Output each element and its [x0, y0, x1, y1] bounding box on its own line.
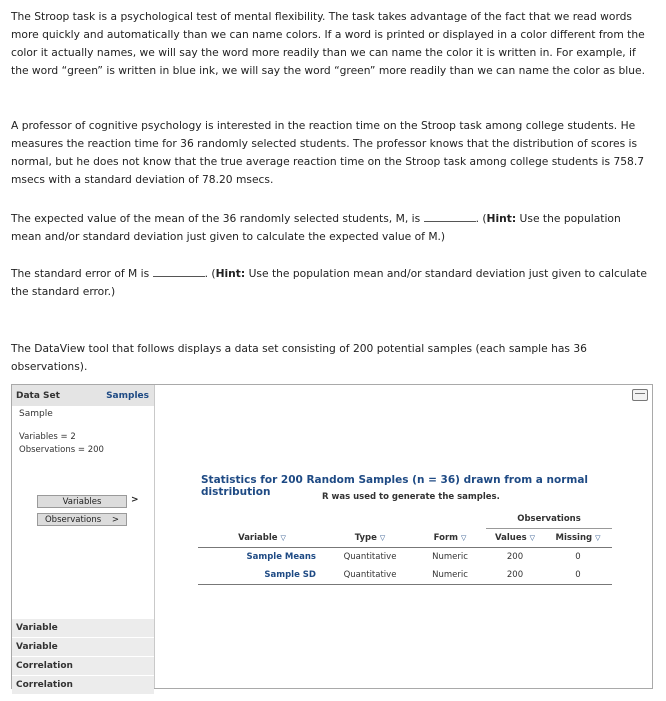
column-header-missing[interactable]: [544, 529, 612, 548]
column-type-label: Type: [354, 532, 377, 543]
observations-button[interactable]: [37, 513, 127, 526]
question-expected-value: [11, 210, 653, 246]
column-values-label: Values: [495, 533, 527, 543]
question-standard-error: [11, 265, 653, 301]
sort-missing-icon: ▽: [595, 534, 601, 542]
column-form-label: Form: [433, 532, 458, 543]
column-header-values[interactable]: [486, 529, 544, 548]
q1-punct: . (: [475, 212, 487, 225]
sidebar-list: [12, 618, 154, 694]
intro-paragraph-1: The Stroop task is a psychological test of mental flexibility. The task takes advantage of the fact that we read words more quickly and automatically than we can name colors. If a word is printed or displayed in a color different from the color it actually names, we will say the word more readily than we can name the color it is written in. For example, if the word “green” is written in blue ink, we will say the word “green” more readily than we can name the color as blue.: [11, 10, 646, 77]
variables-button[interactable]: Variables: [37, 495, 127, 508]
sidebar-item-correlation-2[interactable]: Correlation: [12, 675, 154, 694]
observations-button-label: Observations: [44, 515, 102, 525]
data-set-label: Data Set: [16, 390, 60, 401]
row-type: Quantitative: [343, 552, 397, 562]
q2-punct: . (: [204, 267, 216, 280]
row-form: Numeric: [414, 566, 486, 585]
row-type: Quantitative: [326, 566, 414, 585]
sort-type-icon: ▽: [379, 533, 386, 542]
sidebar-item-variable-2[interactable]: Variable: [12, 637, 154, 656]
q2-hint-label: Hint:: [215, 267, 246, 280]
sidebar-item-correlation-1[interactable]: Correlation: [12, 656, 154, 675]
print-icon[interactable]: [632, 389, 648, 401]
column-header-type[interactable]: [326, 529, 414, 548]
observations-count: Observations = 200: [19, 445, 104, 455]
sort-values-icon: ▽: [529, 534, 535, 542]
observations-arrow-icon: >: [111, 515, 120, 525]
samples-link[interactable]: Samples: [106, 390, 149, 401]
dataview-intro: The DataView tool that follows displays a data set consisting of 200 potential samples (each sample has 36 observations).: [11, 342, 587, 373]
observations-group-header: Observations: [486, 510, 612, 529]
question-1-text: The expected value of the mean of the 36 randomly selected students, M, is: [11, 212, 421, 225]
sort-variable-icon: ▽: [280, 533, 286, 542]
standard-error-blank[interactable]: [153, 265, 205, 277]
row-missing: 0: [575, 552, 581, 562]
row-variable-link[interactable]: Sample SD: [198, 566, 326, 585]
variables-arrow-icon: >: [131, 495, 139, 505]
q2-hint-text: Use the population mean and/or standard deviation just given to calculate the standard error.): [11, 267, 647, 298]
variables-count: Variables = 2: [19, 432, 76, 442]
intro-paragraph-2: A professor of cognitive psychology is interested in the reaction time on the Stroop task among college students. He measures the reaction time for 36 randomly selected students. The professor knows that the distribution of scores is normal, but he does not know that the true average reaction time on the Stroop task among college students is 758.7 msecs with a standard deviation of 78.20 msecs.: [11, 119, 645, 186]
table-row: [198, 548, 612, 567]
row-values: 200: [506, 552, 524, 562]
q1-hint-label: Hint:: [486, 212, 517, 225]
column-variable-label: Variable: [238, 532, 278, 543]
dataset-meta: [19, 431, 104, 457]
q1-hint-text: Use the population mean and/or standard deviation just given to calculate the expected value of M.): [11, 212, 621, 243]
sample-name: Sample: [19, 409, 53, 419]
statistics-subtitle: R was used to generate the samples.: [322, 492, 500, 502]
row-variable-link[interactable]: Sample Means: [246, 552, 316, 562]
table-row: [198, 566, 612, 585]
variables-table: [198, 510, 612, 585]
column-header-variable[interactable]: [198, 529, 326, 548]
dataview-sidebar: [12, 385, 155, 688]
sidebar-header: [12, 385, 154, 406]
sort-form-icon: ▽: [460, 533, 467, 542]
dataview-tool: [11, 384, 653, 689]
column-header-form[interactable]: [414, 529, 486, 548]
row-form: Numeric: [432, 552, 468, 562]
statistics-title: Statistics for 200 Random Samples (n = 36) drawn from a normal distribution: [201, 474, 589, 498]
row-missing: 0: [544, 566, 612, 585]
column-missing-label: Missing: [555, 533, 593, 543]
question-2-text: The standard error of M is: [11, 267, 150, 280]
expected-value-blank[interactable]: [424, 210, 476, 222]
sidebar-item-variable-1[interactable]: Variable: [12, 618, 154, 637]
row-values: 200: [486, 566, 544, 585]
